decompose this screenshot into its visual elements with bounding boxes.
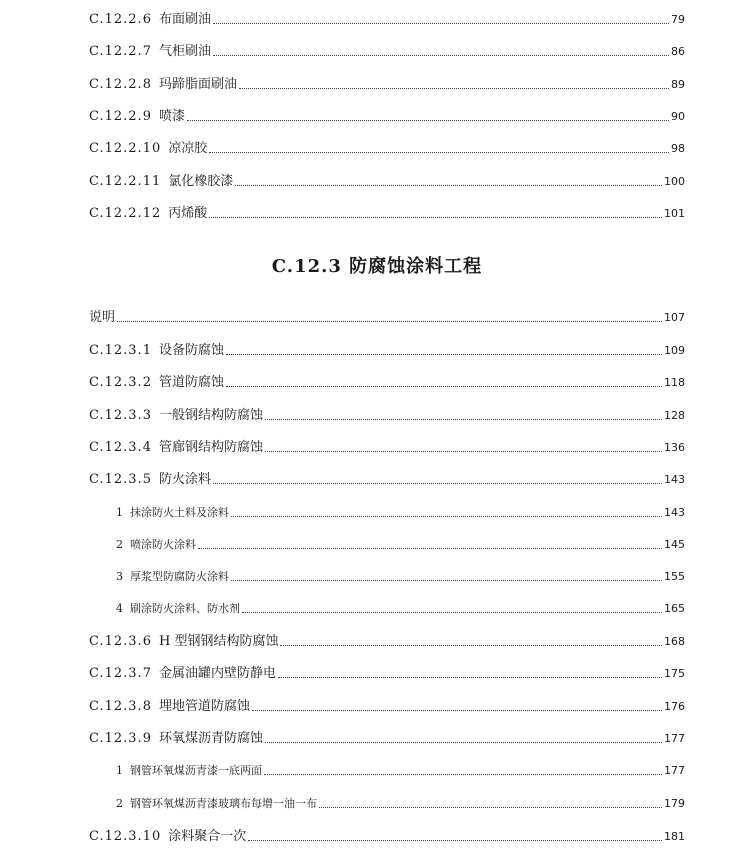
- toc-code: C.12.3.7: [89, 666, 152, 681]
- toc-entry[interactable]: [89, 630, 685, 650]
- toc-page-number: 79: [671, 13, 685, 26]
- toc-entry[interactable]: [89, 105, 685, 125]
- toc-code: C.12.3.3: [89, 408, 152, 423]
- dot-leader: [198, 548, 662, 549]
- dot-leader: [226, 386, 662, 387]
- toc-page-number: 143: [664, 473, 685, 486]
- toc-code: C.12.3.1: [89, 343, 152, 358]
- toc-entry[interactable]: [89, 339, 685, 359]
- toc-page-number: 179: [664, 797, 685, 810]
- toc-title: 钢管环氧煤沥青漆玻璃布每增一油一布: [130, 797, 317, 810]
- toc-title: 玛蹄脂面刷油: [158, 77, 237, 92]
- dot-leader: [264, 774, 662, 775]
- dot-leader: [209, 152, 669, 153]
- toc-title: 一般钢结构防腐蚀: [158, 408, 263, 423]
- toc-title: 喷漆: [158, 109, 185, 124]
- toc-entry[interactable]: [89, 662, 685, 682]
- toc-page-number: 177: [664, 732, 685, 745]
- toc-title: 钢管环氧煤沥青漆一底两面: [130, 764, 262, 777]
- dot-leader: [235, 185, 662, 186]
- toc-page-number: 118: [664, 376, 685, 389]
- toc-title: 氯化橡胶漆: [168, 174, 234, 189]
- toc-entry[interactable]: [89, 40, 685, 60]
- toc-subentry[interactable]: [116, 533, 685, 553]
- toc-title: 抹涂防火土料及涂料: [130, 506, 229, 519]
- toc-code: C.12.3.8: [89, 699, 152, 714]
- toc-entry[interactable]: [89, 73, 685, 93]
- toc-subentry[interactable]: [116, 759, 685, 779]
- toc-title: 管廊钢结构防腐蚀: [158, 440, 263, 455]
- toc-code: C.12.3.10: [89, 829, 162, 844]
- toc-title: 刷涂防火涂料、防水剂: [130, 602, 240, 615]
- toc-subentry[interactable]: [116, 565, 685, 585]
- dot-leader: [265, 419, 662, 420]
- dot-leader: [187, 120, 669, 121]
- dot-leader: [248, 840, 662, 841]
- toc-entry[interactable]: [89, 202, 685, 222]
- toc-title: 防火涂料: [158, 472, 211, 487]
- dot-leader: [239, 88, 669, 89]
- toc-code: C.12.3.5: [89, 472, 152, 487]
- toc-entry[interactable]: [89, 436, 685, 456]
- toc-title: 厚浆型防腐防火涂料: [130, 570, 229, 583]
- toc-subentry[interactable]: [116, 792, 685, 812]
- dot-leader: [278, 677, 662, 678]
- toc-code: 3: [116, 570, 124, 583]
- dot-leader: [319, 807, 662, 808]
- toc-title: 说明: [89, 310, 116, 325]
- toc-page-number: 165: [664, 602, 685, 615]
- toc-entry[interactable]: [89, 404, 685, 424]
- toc-code: 2: [116, 797, 124, 810]
- toc-title: 金属油罐内壁防静电: [158, 666, 276, 681]
- toc-page-number: 176: [664, 700, 685, 713]
- dot-leader: [226, 354, 662, 355]
- dot-leader: [280, 645, 662, 646]
- toc-title: 布面刷油: [158, 12, 211, 27]
- dot-leader: [213, 55, 669, 56]
- toc-title: 设备防腐蚀: [158, 343, 224, 358]
- toc-code: 4: [116, 602, 124, 615]
- toc-page-number: 107: [664, 311, 685, 324]
- toc-title: 凉凉胶: [168, 141, 208, 156]
- toc-page-number: 128: [664, 409, 685, 422]
- dot-leader: [265, 742, 662, 743]
- toc-page-number: 177: [664, 764, 685, 777]
- toc-page-number: 98: [671, 142, 685, 155]
- section-heading: C.12.3 防腐蚀涂料工程: [271, 256, 483, 277]
- toc-subentry[interactable]: [116, 501, 685, 521]
- toc-code: C.12.2.7: [89, 44, 152, 59]
- toc-entry[interactable]: [89, 825, 685, 845]
- toc-title: 喷涂防火涂料: [130, 538, 196, 551]
- dot-leader: [213, 23, 669, 24]
- toc-page-number: 168: [664, 635, 685, 648]
- toc-title: 埋地管道防腐蚀: [158, 699, 250, 714]
- toc-entry[interactable]: [89, 137, 685, 157]
- toc-title: 气柜刷油: [158, 44, 211, 59]
- toc-code: C.12.2.12: [89, 206, 162, 221]
- toc-page-number: 89: [671, 78, 685, 91]
- toc-code: C.12.2.10: [89, 141, 162, 156]
- dot-leader: [231, 580, 662, 581]
- toc-code: C.12.3.9: [89, 731, 152, 746]
- toc-entry[interactable]: [89, 306, 685, 326]
- toc-code: C.12.2.8: [89, 77, 152, 92]
- toc-entry[interactable]: [89, 371, 685, 391]
- toc-page-number: 181: [664, 830, 685, 843]
- dot-leader: [231, 516, 662, 517]
- toc-title: 涂料聚合一次: [168, 829, 247, 844]
- dot-leader: [252, 710, 662, 711]
- toc-title: 环氧煤沥青防腐蚀: [158, 731, 263, 746]
- toc-code: C.12.2.9: [89, 109, 152, 124]
- toc-entry[interactable]: [89, 8, 685, 28]
- toc-entry[interactable]: [89, 695, 685, 715]
- toc-page-number: 145: [664, 538, 685, 551]
- toc-subentry[interactable]: [116, 597, 685, 617]
- toc-page-number: 100: [664, 175, 685, 188]
- toc-code: C.12.2.6: [89, 12, 152, 27]
- toc-title: 丙烯酸: [168, 206, 208, 221]
- toc-code: 2: [116, 538, 124, 551]
- dot-leader: [242, 612, 662, 613]
- toc-entry[interactable]: [89, 170, 685, 190]
- toc-code: C.12.3.6: [89, 634, 152, 649]
- toc-code: C.12.3.4: [89, 440, 152, 455]
- dot-leader: [117, 321, 662, 322]
- toc-title: 管道防腐蚀: [158, 375, 224, 390]
- toc-page-number: 143: [664, 506, 685, 519]
- toc-code: 1: [116, 506, 124, 519]
- dot-leader: [265, 451, 662, 452]
- toc-page-number: 101: [664, 207, 685, 220]
- toc-code: 1: [116, 764, 124, 777]
- dot-leader: [213, 483, 662, 484]
- toc-page-number: 86: [671, 45, 685, 58]
- toc-code: C.12.3.2: [89, 375, 152, 390]
- toc-entry[interactable]: [89, 468, 685, 488]
- toc-page-number: 109: [664, 344, 685, 357]
- toc-title: H 型钢钢结构防腐蚀: [158, 634, 279, 649]
- toc-page-number: 175: [664, 667, 685, 680]
- toc-code: C.12.2.11: [89, 174, 162, 189]
- toc-page-number: 155: [664, 570, 685, 583]
- toc-entry[interactable]: [89, 727, 685, 747]
- toc-page-number: 90: [671, 110, 685, 123]
- toc-page-number: 136: [664, 441, 685, 454]
- dot-leader: [209, 217, 662, 218]
